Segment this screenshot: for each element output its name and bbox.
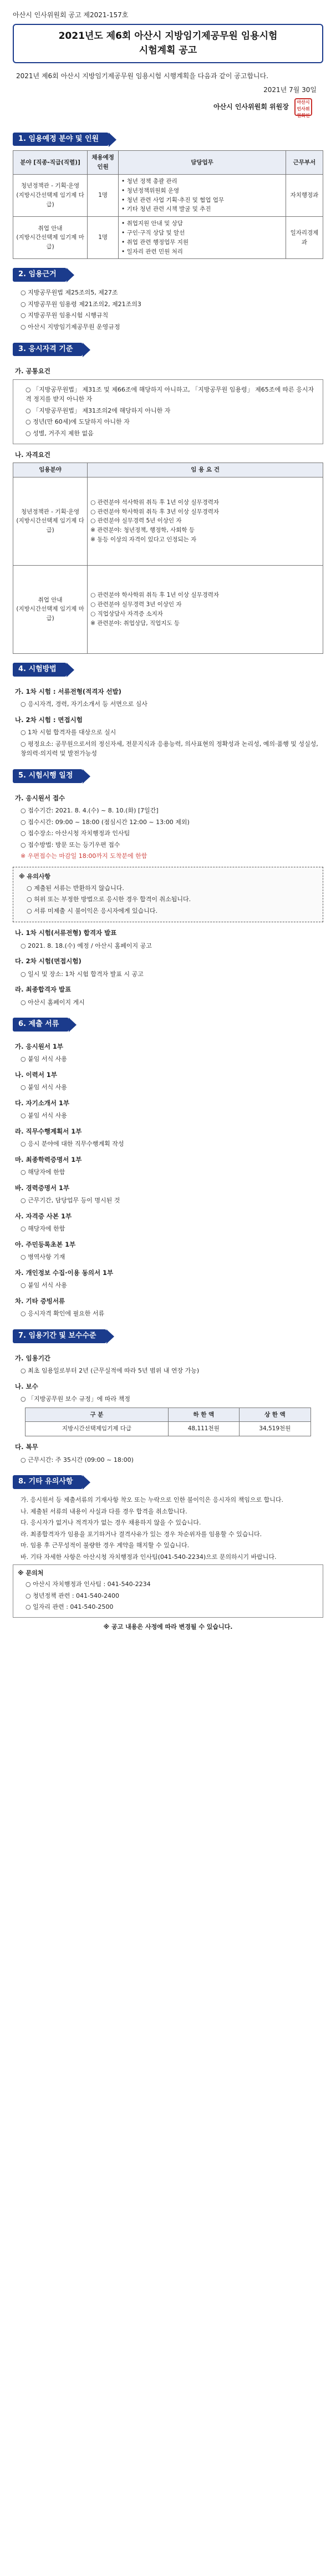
list-item: ○ 붙임 서식 사용 <box>21 1055 67 1063</box>
list-item: ○ 접수기간: 2021. 8. 4.(수) ~ 8. 10.(화) [7일간] <box>21 806 159 814</box>
subheading: 나. 보수 <box>15 1382 38 1390</box>
list-item: 마. 임용 후 근무성적이 불량한 경우 계약을 해지할 수 있습니다. <box>21 1542 190 1549</box>
document-number: 아산시 인사위원회 공고 제2021-157호 <box>13 11 129 19</box>
dept-cell: 자치행정과 <box>286 174 323 216</box>
grade-cell: 지방시간선택제임기제 다급 <box>26 1422 168 1436</box>
subheading: 자. 개인정보 수집·이용 동의서 1부 <box>15 1268 114 1277</box>
signer <box>13 98 312 116</box>
subheading: 다. 2차 시험(면접시험) <box>15 957 82 966</box>
list-item: ○ 접수시간: 09:00 ~ 18:00 (점심시간 12:00 ~ 13:00 제외) <box>21 818 190 826</box>
subheading: 차. 기타 증빙서류 <box>15 1297 65 1305</box>
subheading: 가. 임용기간 <box>15 1354 50 1362</box>
section-4-header: 4. 시험방법 <box>13 663 67 677</box>
table-row <box>13 217 323 259</box>
high-cell: 34,519천원 <box>240 1422 311 1436</box>
field-cell: 청년정책관 - 기획·운영 (지방시간선택제 임기제 다급) <box>13 174 88 216</box>
subheading: 가. 응시원서 접수 <box>15 794 65 802</box>
subheading: 나. 2차 시험 : 면접시험 <box>15 715 83 724</box>
list-item: 라. 최종합격자가 임용을 포기하거나 결격사유가 있는 경우 차순위자를 임용할 수 있습니다. <box>21 1530 262 1538</box>
list-item: ○ 해당자에 한함 <box>21 1168 65 1176</box>
list-item: 다. 응시자가 없거나 적격자가 없는 경우 채용하지 않을 수 있습니다. <box>21 1519 201 1527</box>
list-item: ○ 지방공무원 임용령 제21조의2, 제21조의3 <box>21 300 141 308</box>
list-item: ○ 1차 시험 합격자를 대상으로 실시 <box>21 729 116 736</box>
list-item: ○ 아산시 지방임기제공무원 운영규정 <box>21 323 120 331</box>
notice-title: ※ 유의사항 <box>19 872 51 880</box>
table-header: 임 용 요 건 <box>88 463 323 477</box>
section-1-header: 1. 임용예정 분야 및 인원 <box>13 133 109 146</box>
list-item: ○ 평정요소: 공무원으로서의 정신자세, 전문지식과 응용능력, 의사표현의 정확성과 논리성, 예의·품행 및 성실성, 창의력·의지력 및 발전가능성 <box>21 740 318 758</box>
contact-box <box>13 1564 323 1618</box>
count-cell: 1명 <box>88 217 119 259</box>
title-box <box>13 24 323 63</box>
duty-cell: • 청년 정책 총괄 관리 • 청년정책위원회 운영 • 청년 관련 사업 기획·추진 및 협업 업무 • 기타 청년 관련 시책 발굴 및 추진 <box>119 174 286 216</box>
notice-box <box>13 867 323 922</box>
subheading: 바. 경력증명서 1부 <box>15 1184 70 1192</box>
section-5-header: 5. 시험시행 일정 <box>13 769 83 783</box>
list-item: ○ 2021. 8. 18.(수) 예정 / 아산시 홈페이지 공고 <box>21 942 152 949</box>
subheading: 다. 자기소개서 1부 <box>15 1099 70 1107</box>
announcement-page <box>13 0 323 1649</box>
list-item: ○ 지방공무원 임용시험 시행규칙 <box>21 312 109 319</box>
list-item: ○ 제출된 서류는 반환하지 않습니다. <box>27 884 124 892</box>
subheading: 라. 직무수행계획서 1부 <box>15 1127 82 1136</box>
subheading: 다. 복무 <box>15 1443 38 1451</box>
subheading: 가. 1차 시험 : 서류전형(적격자 선발) <box>15 687 121 695</box>
list-item: ○ 지방공무원법 제25조의5, 제27조 <box>21 289 118 297</box>
subheading: 나. 1차 시험(서류전형) 합격자 발표 <box>15 929 117 937</box>
list-item: ○ 병역사항 기재 <box>21 1253 65 1261</box>
list-item: ○ 성별, 거주지 제한 없음 <box>26 430 94 438</box>
table-header: 상 한 액 <box>240 1408 311 1422</box>
count-cell: 1명 <box>88 174 119 216</box>
subheading: 라. 최종합격자 발표 <box>15 985 72 994</box>
subheading: 아. 주민등록초본 1부 <box>15 1240 76 1248</box>
contact-item: ○ 청년정책 관련 : 041-540-2400 <box>26 1592 119 1599</box>
list-item: ○ 붙임 서식 사용 <box>21 1084 67 1091</box>
list-item: ○ 「지방공무원 보수 규정」에 따라 책정 <box>21 1395 130 1403</box>
section-6-header: 6. 제출 서류 <box>13 1018 69 1032</box>
list-item: ○ 일시 및 장소: 1차 시험 합격자 발표 시 공고 <box>21 970 144 978</box>
field-cell: 청년정책관 - 기획·운영 (지방시간선택제 임기제 다급) <box>13 477 88 565</box>
list-item: 나. 제출된 서류의 내용이 사실과 다를 경우 합격을 취소합니다. <box>21 1507 187 1515</box>
section-7-header: 7. 임용기간 및 보수수준 <box>13 1329 106 1343</box>
contact-item: ○ 아산시 자치행정과 인사팀 : 041-540-2234 <box>26 1581 151 1588</box>
list-item: ○ 최초 임용일로부터 2년 (근무실적에 따라 5년 범위 내 연장 가능) <box>21 1367 200 1375</box>
list-item: 바. 기타 자세한 사항은 아산시청 자치행정과 인사팀(041-540-2234)으로 문의하시기 바랍니다. <box>21 1553 277 1561</box>
list-item: ○ 아산시 홈페이지 게시 <box>21 998 85 1006</box>
subheading: 가. 공통요건 <box>15 367 50 375</box>
subheading: 가. 응시원서 1부 <box>15 1043 64 1051</box>
requirement-cell: ○ 관련분야 학사학위 취득 후 1년 이상 실무경력자 ○ 관련분야 실무경력 3년 이상인 자 ○ 직업상담사 자격증 소지자 ※ 관련분야: 취업상담, 직업지도 등 <box>88 565 323 653</box>
section-8-header: 8. 기타 유의사항 <box>13 1475 83 1489</box>
table-header: 구 분 <box>26 1408 168 1422</box>
list-item: ○ 응시자격 확인에 필요한 서류 <box>21 1310 105 1318</box>
subheading: 나. 자격요건 <box>15 450 50 459</box>
intro-text: 2021년 제6회 아산시 지방임기제공무원 임용시험 시행계획을 다음과 같이 공고합니다. <box>16 72 269 80</box>
list-item: ○ 근무시간: 주 35시간 (09:00 ~ 18:00) <box>21 1456 134 1464</box>
contact-item: ○ 일자리 관련 : 041-540-2500 <box>26 1603 114 1611</box>
low-cell: 48,111천원 <box>168 1422 240 1436</box>
table-header: 임용분야 <box>13 463 88 477</box>
table-row <box>13 477 323 565</box>
list-item: ○ 접수방법: 방문 또는 등기우편 접수 <box>21 841 120 848</box>
list-item: ○ 해당자에 한함 <box>21 1225 65 1233</box>
signer-name: 아산시 인사위원회 위원장 <box>213 103 289 111</box>
table-header: 근무부서 <box>286 151 323 175</box>
list-item: ○ 「지방공무원법」 제31조 및 제66조에 해당하지 아니하고, 「지방공무원 임용령」 제65조에 따른 응시자격 정지를 받지 아니한 자 <box>26 385 314 403</box>
section-3-header: 3. 응시자격 기준 <box>13 343 83 357</box>
list-item: ○ 서류 미제출 시 불이익은 응시자에게 있습니다. <box>27 907 157 914</box>
table-header: 채용예정 인원 <box>88 151 119 175</box>
field-cell: 취업 안내 (지방시간선택제 임기제 마급) <box>13 217 88 259</box>
title-line-1: 2021년도 제6회 아산시 지방임기제공무원 임용시험 <box>58 31 278 42</box>
list-item: ○ 응시 분야에 대한 직무수행계획 작성 <box>21 1140 124 1148</box>
pay-table <box>25 1408 310 1437</box>
list-item: ○ 붙임 서식 사용 <box>21 1112 67 1120</box>
list-item: ○ 허위 또는 부정한 방법으로 응시한 경우 합격이 취소됩니다. <box>27 896 191 903</box>
list-item: ○ 「지방공무원법」 제31조의2에 해당하지 아니한 자 <box>26 407 171 414</box>
subheading: 나. 이력서 1부 <box>15 1071 57 1079</box>
table-header: 담당업무 <box>119 151 286 175</box>
announcement-date: 2021년 7월 30일 <box>263 86 317 94</box>
table-row <box>26 1422 310 1436</box>
section-2-header: 2. 임용근거 <box>13 268 67 282</box>
list-item: ○ 응시자격, 경력, 자기소개서 등 서면으로 심사 <box>21 700 147 708</box>
qualification-table <box>13 463 323 654</box>
table-header: 분야 [직종-직급(직렬)] <box>13 151 88 175</box>
subheading: 마. 최종학력증명서 1부 <box>15 1156 82 1164</box>
footer-note: ※ 공고 내용은 사정에 따라 변경될 수 있습니다. <box>103 1623 233 1630</box>
list-item: ○ 접수장소: 아산시청 자치행정과 인사팀 <box>21 830 130 837</box>
table-header: 하 한 액 <box>168 1408 240 1422</box>
recruitment-table <box>13 150 323 259</box>
list-item: ○ 근무기간, 담당업무 등이 명시된 것 <box>21 1197 120 1205</box>
requirement-box <box>13 379 323 444</box>
requirement-cell: ○ 관련분야 석사학위 취득 후 1년 이상 실무경력자 ○ 관련분야 학사학위 취득 후 3년 이상 실무경력자 ○ 관련분야 실무경력 5년 이상인 자 ※ 관련분야: 청년정책, 행정학, 사회학 등 ※ 동등 이상의 자격이 있다고 인정되는 자 <box>88 477 323 565</box>
list-item: 가. 응시원서 등 제출서류의 기재사항 착오 또는 누락으로 인한 불이익은 응시자의 책임으로 합니다. <box>21 1496 283 1504</box>
list-item: ※ 우편접수는 마감일 18:00까지 도착분에 한함 <box>21 852 147 860</box>
dept-cell: 일자리경제과 <box>286 217 323 259</box>
contact-title: ※ 문의처 <box>18 1569 44 1577</box>
official-seal: 아산시인사위원회인 <box>294 98 312 116</box>
table-row <box>13 174 323 216</box>
duty-cell: • 취업지원 안내 및 상담 • 구인·구직 상담 및 알선 • 취업 관련 행정업무 지원 • 일자리 관련 민원 처리 <box>119 217 286 259</box>
list-item: ○ 붙임 서식 사용 <box>21 1282 67 1289</box>
table-row <box>13 565 323 653</box>
subheading: 사. 자격증 사본 1부 <box>15 1212 72 1220</box>
list-item: ○ 정년(만 60세)에 도달하지 아니한 자 <box>26 418 130 426</box>
title-line-2: 시험계획 공고 <box>139 44 197 56</box>
field-cell: 취업 안내 (지방시간선택제 임기제 마급) <box>13 565 88 653</box>
